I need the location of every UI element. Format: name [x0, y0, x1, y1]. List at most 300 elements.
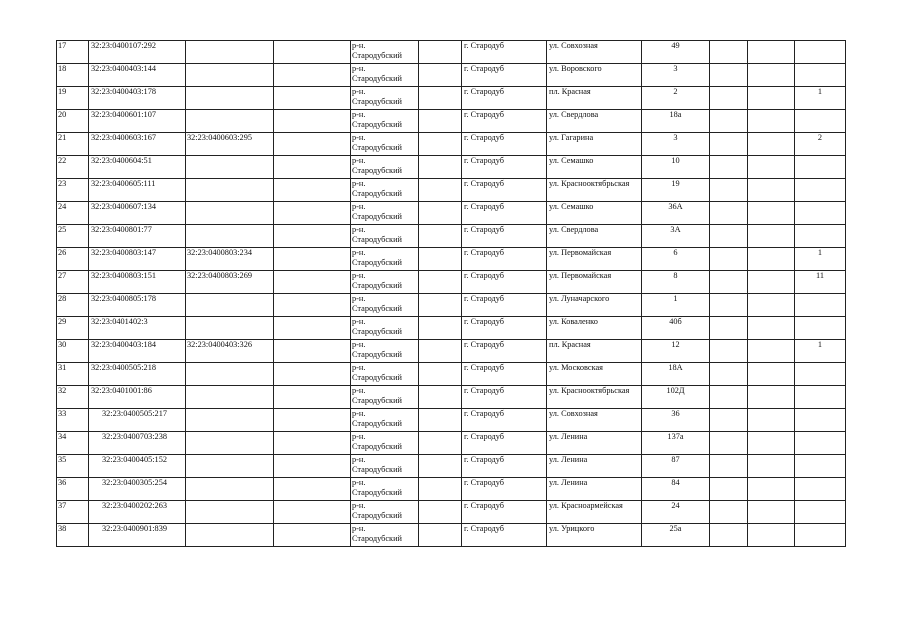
linked-cadastral-number-cell	[186, 41, 274, 64]
city-cell: г. Стародуб	[462, 133, 547, 156]
district-cell	[351, 524, 419, 547]
street-cell: ул. Красноармейская	[547, 501, 642, 524]
linked-cadastral-number-cell	[186, 64, 274, 87]
cadastral-number-cell: 32:23:0400604:51	[89, 156, 186, 179]
empty-cell	[274, 179, 351, 202]
street-cell: ул. Ленина	[547, 432, 642, 455]
table-row	[57, 225, 846, 248]
empty-cell	[710, 64, 748, 87]
empty-cell	[419, 133, 462, 156]
district-name: Стародубский	[352, 74, 402, 83]
district-cell	[351, 501, 419, 524]
empty-cell	[748, 455, 795, 478]
quantity-cell	[795, 202, 846, 225]
empty-cell	[710, 179, 748, 202]
house-number-cell: 40б	[642, 317, 710, 340]
district-prefix: р-н.	[352, 478, 366, 487]
row-number-cell: 17	[57, 41, 89, 64]
empty-cell	[710, 156, 748, 179]
linked-cadastral-number-cell	[186, 294, 274, 317]
street-cell: ул. Гагарина	[547, 133, 642, 156]
linked-cadastral-number-cell: 32:23:0400603:295	[186, 133, 274, 156]
quantity-cell: 1	[795, 340, 846, 363]
city-cell: г. Стародуб	[462, 340, 547, 363]
district-cell	[351, 363, 419, 386]
table-row	[57, 64, 846, 87]
district-name: Стародубский	[352, 488, 402, 497]
empty-cell	[748, 478, 795, 501]
empty-cell	[419, 317, 462, 340]
district-prefix: р-н.	[352, 202, 366, 211]
empty-cell	[748, 317, 795, 340]
district-prefix: р-н.	[352, 432, 366, 441]
empty-cell	[419, 87, 462, 110]
house-number-cell: 137а	[642, 432, 710, 455]
empty-cell	[748, 386, 795, 409]
district-name: Стародубский	[352, 120, 402, 129]
row-number-cell: 31	[57, 363, 89, 386]
city-cell: г. Стародуб	[462, 317, 547, 340]
empty-cell	[419, 478, 462, 501]
quantity-cell	[795, 41, 846, 64]
empty-cell	[274, 156, 351, 179]
table-row	[57, 87, 846, 110]
empty-cell	[748, 340, 795, 363]
empty-cell	[710, 87, 748, 110]
district-cell	[351, 271, 419, 294]
empty-cell	[274, 524, 351, 547]
district-prefix: р-н.	[352, 225, 366, 234]
quantity-cell	[795, 432, 846, 455]
linked-cadastral-number-cell	[186, 432, 274, 455]
empty-cell	[748, 87, 795, 110]
city-cell: г. Стародуб	[462, 202, 547, 225]
quantity-cell: 2	[795, 133, 846, 156]
street-cell: ул. Первомайская	[547, 248, 642, 271]
empty-cell	[710, 340, 748, 363]
empty-cell	[419, 409, 462, 432]
street-cell: пл. Красная	[547, 87, 642, 110]
district-prefix: р-н.	[352, 64, 366, 73]
table-row	[57, 340, 846, 363]
linked-cadastral-number-cell	[186, 409, 274, 432]
empty-cell	[748, 363, 795, 386]
empty-cell	[710, 41, 748, 64]
district-name: Стародубский	[352, 396, 402, 405]
district-cell	[351, 41, 419, 64]
empty-cell	[419, 156, 462, 179]
city-cell: г. Стародуб	[462, 248, 547, 271]
city-cell: г. Стародуб	[462, 64, 547, 87]
table-row	[57, 524, 846, 547]
row-number-cell: 37	[57, 501, 89, 524]
table-row	[57, 248, 846, 271]
cadastral-number-cell: 32:23:0400803:147	[89, 248, 186, 271]
cadastral-number-cell: 32:23:0400403:144	[89, 64, 186, 87]
empty-cell	[419, 248, 462, 271]
quantity-cell	[795, 386, 846, 409]
cadastral-number-cell: 32:23:0400703:238	[89, 432, 186, 455]
district-prefix: р-н.	[352, 501, 366, 510]
city-cell: г. Стародуб	[462, 524, 547, 547]
empty-cell	[419, 271, 462, 294]
cadastral-number-cell: 32:23:0400403:184	[89, 340, 186, 363]
city-cell: г. Стародуб	[462, 87, 547, 110]
street-cell: ул. Коваленко	[547, 317, 642, 340]
row-number-cell: 34	[57, 432, 89, 455]
house-number-cell: 102Д	[642, 386, 710, 409]
quantity-cell	[795, 64, 846, 87]
empty-cell	[419, 225, 462, 248]
linked-cadastral-number-cell: 32:23:0400403:326	[186, 340, 274, 363]
row-number-cell: 24	[57, 202, 89, 225]
property-table	[56, 40, 846, 547]
district-prefix: р-н.	[352, 294, 366, 303]
empty-cell	[274, 340, 351, 363]
table-row	[57, 156, 846, 179]
row-number-cell: 19	[57, 87, 89, 110]
city-cell: г. Стародуб	[462, 41, 547, 64]
city-cell: г. Стародуб	[462, 179, 547, 202]
quantity-cell	[795, 317, 846, 340]
cadastral-number-cell: 32:23:0401402:3	[89, 317, 186, 340]
house-number-cell: 6	[642, 248, 710, 271]
cadastral-number-cell: 32:23:0400505:217	[89, 409, 186, 432]
district-name: Стародубский	[352, 442, 402, 451]
street-cell: ул. Урицкого	[547, 524, 642, 547]
table-body	[57, 41, 846, 547]
district-name: Стародубский	[352, 51, 402, 60]
city-cell: г. Стародуб	[462, 363, 547, 386]
cadastral-number-cell: 32:23:0400607:134	[89, 202, 186, 225]
empty-cell	[748, 409, 795, 432]
district-name: Стародубский	[352, 419, 402, 428]
district-prefix: р-н.	[352, 386, 366, 395]
table-row	[57, 179, 846, 202]
quantity-cell	[795, 179, 846, 202]
street-cell: ул. Семашко	[547, 202, 642, 225]
empty-cell	[419, 110, 462, 133]
empty-cell	[419, 202, 462, 225]
linked-cadastral-number-cell	[186, 501, 274, 524]
street-cell: пл. Красная	[547, 340, 642, 363]
empty-cell	[710, 248, 748, 271]
cadastral-number-cell: 32:23:0400603:167	[89, 133, 186, 156]
district-name: Стародубский	[352, 281, 402, 290]
linked-cadastral-number-cell	[186, 87, 274, 110]
city-cell: г. Стародуб	[462, 432, 547, 455]
empty-cell	[274, 271, 351, 294]
empty-cell	[419, 455, 462, 478]
empty-cell	[710, 478, 748, 501]
quantity-cell	[795, 501, 846, 524]
house-number-cell: 36	[642, 409, 710, 432]
district-name: Стародубский	[352, 166, 402, 175]
district-cell	[351, 179, 419, 202]
quantity-cell	[795, 294, 846, 317]
empty-cell	[710, 202, 748, 225]
table-row	[57, 363, 846, 386]
street-cell: ул. Московская	[547, 363, 642, 386]
empty-cell	[710, 455, 748, 478]
cadastral-number-cell: 32:23:0400601:107	[89, 110, 186, 133]
row-number-cell: 32	[57, 386, 89, 409]
table-row	[57, 317, 846, 340]
empty-cell	[274, 478, 351, 501]
linked-cadastral-number-cell	[186, 478, 274, 501]
quantity-cell: 1	[795, 87, 846, 110]
empty-cell	[419, 294, 462, 317]
empty-cell	[419, 340, 462, 363]
cadastral-number-cell: 32:23:0400305:254	[89, 478, 186, 501]
house-number-cell: 18а	[642, 110, 710, 133]
empty-cell	[274, 225, 351, 248]
district-cell	[351, 340, 419, 363]
street-cell: ул. Совхозная	[547, 41, 642, 64]
district-name: Стародубский	[352, 258, 402, 267]
linked-cadastral-number-cell	[186, 110, 274, 133]
table-row	[57, 501, 846, 524]
table-row	[57, 202, 846, 225]
district-prefix: р-н.	[352, 179, 366, 188]
house-number-cell: 3А	[642, 225, 710, 248]
table-row	[57, 432, 846, 455]
quantity-cell	[795, 156, 846, 179]
empty-cell	[710, 317, 748, 340]
district-prefix: р-н.	[352, 110, 366, 119]
district-prefix: р-н.	[352, 156, 366, 165]
empty-cell	[710, 271, 748, 294]
house-number-cell: 10	[642, 156, 710, 179]
empty-cell	[274, 386, 351, 409]
city-cell: г. Стародуб	[462, 225, 547, 248]
row-number-cell: 27	[57, 271, 89, 294]
city-cell: г. Стародуб	[462, 409, 547, 432]
table-row	[57, 133, 846, 156]
empty-cell	[710, 133, 748, 156]
district-name: Стародубский	[352, 534, 402, 543]
quantity-cell	[795, 478, 846, 501]
empty-cell	[748, 432, 795, 455]
district-name: Стародубский	[352, 212, 402, 221]
district-prefix: р-н.	[352, 248, 366, 257]
linked-cadastral-number-cell	[186, 363, 274, 386]
quantity-cell	[795, 363, 846, 386]
linked-cadastral-number-cell	[186, 524, 274, 547]
row-number-cell: 20	[57, 110, 89, 133]
house-number-cell: 25а	[642, 524, 710, 547]
empty-cell	[274, 501, 351, 524]
empty-cell	[419, 524, 462, 547]
row-number-cell: 28	[57, 294, 89, 317]
empty-cell	[419, 41, 462, 64]
street-cell: ул. Краснооктябрьская	[547, 386, 642, 409]
empty-cell	[748, 225, 795, 248]
district-cell	[351, 110, 419, 133]
city-cell: г. Стародуб	[462, 294, 547, 317]
empty-cell	[274, 41, 351, 64]
empty-cell	[748, 110, 795, 133]
street-cell: ул. Краснооктябрьская	[547, 179, 642, 202]
cadastral-number-cell: 32:23:0400405:152	[89, 455, 186, 478]
empty-cell	[274, 133, 351, 156]
empty-cell	[710, 409, 748, 432]
linked-cadastral-number-cell	[186, 179, 274, 202]
empty-cell	[748, 501, 795, 524]
empty-cell	[710, 294, 748, 317]
row-number-cell: 26	[57, 248, 89, 271]
city-cell: г. Стародуб	[462, 386, 547, 409]
empty-cell	[274, 87, 351, 110]
district-name: Стародубский	[352, 511, 402, 520]
linked-cadastral-number-cell: 32:23:0400803:234	[186, 248, 274, 271]
empty-cell	[748, 179, 795, 202]
house-number-cell: 24	[642, 501, 710, 524]
street-cell: ул. Ленина	[547, 455, 642, 478]
linked-cadastral-number-cell	[186, 455, 274, 478]
street-cell: ул. Воровского	[547, 64, 642, 87]
cadastral-number-cell: 32:23:0400605:111	[89, 179, 186, 202]
district-prefix: р-н.	[352, 133, 366, 142]
table-row	[57, 409, 846, 432]
empty-cell	[274, 363, 351, 386]
row-number-cell: 36	[57, 478, 89, 501]
street-cell: ул. Первомайская	[547, 271, 642, 294]
district-cell	[351, 133, 419, 156]
district-name: Стародубский	[352, 373, 402, 382]
street-cell: ул. Свердлова	[547, 110, 642, 133]
house-number-cell: 1	[642, 294, 710, 317]
district-cell	[351, 225, 419, 248]
linked-cadastral-number-cell	[186, 202, 274, 225]
quantity-cell	[795, 455, 846, 478]
cadastral-number-cell: 32:23:0400202:263	[89, 501, 186, 524]
house-number-cell: 84	[642, 478, 710, 501]
cadastral-number-cell: 32:23:0400803:151	[89, 271, 186, 294]
street-cell: ул. Ленина	[547, 478, 642, 501]
district-cell	[351, 248, 419, 271]
empty-cell	[748, 524, 795, 547]
empty-cell	[710, 432, 748, 455]
empty-cell	[748, 248, 795, 271]
quantity-cell	[795, 524, 846, 547]
district-cell	[351, 455, 419, 478]
row-number-cell: 38	[57, 524, 89, 547]
house-number-cell: 18А	[642, 363, 710, 386]
district-name: Стародубский	[352, 350, 402, 359]
linked-cadastral-number-cell	[186, 317, 274, 340]
empty-cell	[748, 271, 795, 294]
street-cell: ул. Луначарского	[547, 294, 642, 317]
quantity-cell: 1	[795, 248, 846, 271]
cadastral-number-cell: 32:23:0400505:218	[89, 363, 186, 386]
row-number-cell: 29	[57, 317, 89, 340]
empty-cell	[710, 225, 748, 248]
row-number-cell: 30	[57, 340, 89, 363]
district-cell	[351, 478, 419, 501]
cadastral-number-cell: 32:23:0400805:178	[89, 294, 186, 317]
table-row	[57, 271, 846, 294]
row-number-cell: 23	[57, 179, 89, 202]
empty-cell	[748, 133, 795, 156]
quantity-cell: 11	[795, 271, 846, 294]
table-row	[57, 110, 846, 133]
district-cell	[351, 87, 419, 110]
district-cell	[351, 409, 419, 432]
house-number-cell: 8	[642, 271, 710, 294]
house-number-cell: 49	[642, 41, 710, 64]
city-cell: г. Стародуб	[462, 271, 547, 294]
cadastral-number-cell: 32:23:0401001:86	[89, 386, 186, 409]
empty-cell	[419, 386, 462, 409]
district-prefix: р-н.	[352, 524, 366, 533]
district-cell	[351, 432, 419, 455]
empty-cell	[748, 64, 795, 87]
row-number-cell: 35	[57, 455, 89, 478]
empty-cell	[419, 179, 462, 202]
city-cell: г. Стародуб	[462, 501, 547, 524]
empty-cell	[274, 432, 351, 455]
table-row	[57, 478, 846, 501]
district-name: Стародубский	[352, 304, 402, 313]
district-name: Стародубский	[352, 327, 402, 336]
empty-cell	[710, 363, 748, 386]
district-prefix: р-н.	[352, 317, 366, 326]
empty-cell	[710, 386, 748, 409]
row-number-cell: 21	[57, 133, 89, 156]
empty-cell	[710, 524, 748, 547]
district-name: Стародубский	[352, 465, 402, 474]
empty-cell	[274, 317, 351, 340]
cadastral-number-cell: 32:23:0400403:178	[89, 87, 186, 110]
linked-cadastral-number-cell: 32:23:0400803:269	[186, 271, 274, 294]
city-cell: г. Стародуб	[462, 478, 547, 501]
empty-cell	[419, 64, 462, 87]
linked-cadastral-number-cell	[186, 156, 274, 179]
house-number-cell: 12	[642, 340, 710, 363]
table-row	[57, 294, 846, 317]
street-cell: ул. Семашко	[547, 156, 642, 179]
quantity-cell	[795, 225, 846, 248]
empty-cell	[274, 455, 351, 478]
district-cell	[351, 156, 419, 179]
empty-cell	[748, 202, 795, 225]
district-name: Стародубский	[352, 235, 402, 244]
cadastral-number-cell: 32:23:0400901:839	[89, 524, 186, 547]
table-row	[57, 386, 846, 409]
empty-cell	[419, 432, 462, 455]
empty-cell	[710, 110, 748, 133]
district-prefix: р-н.	[352, 363, 366, 372]
empty-cell	[748, 294, 795, 317]
city-cell: г. Стародуб	[462, 110, 547, 133]
empty-cell	[274, 64, 351, 87]
empty-cell	[274, 294, 351, 317]
district-cell	[351, 64, 419, 87]
district-prefix: р-н.	[352, 41, 366, 50]
house-number-cell: 3	[642, 64, 710, 87]
linked-cadastral-number-cell	[186, 225, 274, 248]
empty-cell	[710, 501, 748, 524]
city-cell: г. Стародуб	[462, 156, 547, 179]
district-cell	[351, 294, 419, 317]
cadastral-number-cell: 32:23:0400801:77	[89, 225, 186, 248]
house-number-cell: 36А	[642, 202, 710, 225]
district-prefix: р-н.	[352, 271, 366, 280]
cadastral-number-cell: 32:23:0400107:292	[89, 41, 186, 64]
empty-cell	[419, 363, 462, 386]
empty-cell	[274, 248, 351, 271]
